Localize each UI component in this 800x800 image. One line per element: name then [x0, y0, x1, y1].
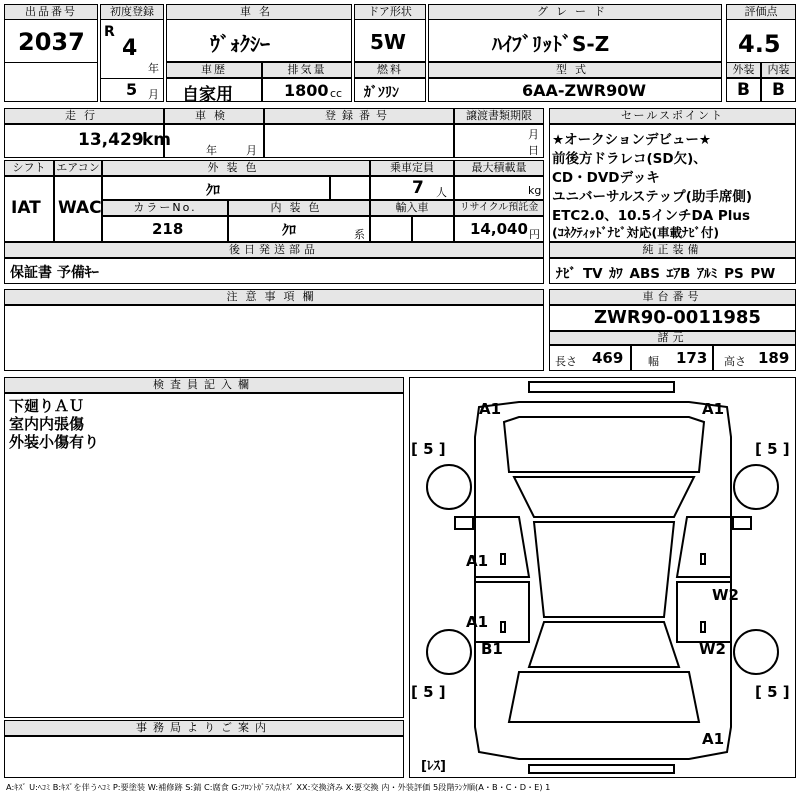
tire-rear-right: [ 5 ]: [755, 683, 790, 701]
max-load-unit: kg: [528, 184, 542, 197]
right-mirror: [733, 517, 751, 529]
color-no-label: カラーNo.: [102, 200, 228, 216]
shift-label: シフト: [4, 160, 54, 176]
max-load-label: 最大積載量: [454, 160, 544, 176]
reg-year: 4: [122, 36, 138, 61]
windshield: [514, 477, 694, 517]
sales-points-label: セールスポイント: [549, 108, 796, 124]
mileage-value: 13,429: [78, 130, 144, 150]
displacement-unit: cc: [330, 87, 343, 100]
door-label: ドア形状: [354, 4, 426, 20]
handle: [501, 622, 505, 632]
tire-front-left: [ 5 ]: [411, 440, 446, 458]
mark-front-right: A1: [702, 400, 725, 418]
aircon-value: WAC: [58, 198, 102, 218]
equipment-label: 純正装備: [549, 242, 796, 258]
equipment-value: ﾅﾋﾞ TV ｶﾜ ABS ｴｱB ｱﾙﾐ PS PW: [556, 266, 776, 282]
mark-left-door-front: A1: [466, 552, 489, 570]
mileage-label: 走行: [4, 108, 164, 124]
front-right-wheel: [734, 465, 778, 509]
sales-point-line: CD・DVDデッキ: [552, 170, 660, 186]
door-value: 5W: [370, 30, 406, 54]
mark-right-rear-wheel: W2: [699, 640, 726, 658]
body-outline: [475, 402, 731, 759]
left-mirror: [455, 517, 473, 529]
recycle-value: 14,040: [470, 220, 528, 238]
import-cell-2: [412, 216, 454, 242]
car-outline: [427, 382, 778, 773]
inspection-month-unit: 月: [246, 144, 257, 157]
recycle-unit: 円: [529, 228, 540, 241]
transfer-month-unit: 月: [528, 128, 539, 141]
import-cell: [370, 216, 412, 242]
recycle-label: リサイクル預託金: [454, 200, 544, 216]
inspection-year-unit: 年: [206, 144, 217, 157]
history-value: 自家用: [182, 85, 233, 105]
grade-value: ﾊｲﾌﾞﾘｯﾄﾞS-Z: [492, 32, 610, 56]
int-color-value: ｸﾛ: [282, 223, 296, 239]
inspector-line: 室内内張傷: [9, 415, 85, 433]
model-value: 6AA-ZWR90W: [522, 81, 647, 100]
transfer-label: 譲渡書類期限: [454, 108, 544, 124]
aircon-label: エアコン: [54, 160, 102, 176]
office-box: [4, 736, 404, 778]
rear-glass: [529, 622, 679, 667]
mark-right-rear-door: W2: [712, 586, 739, 604]
shift-value: IAT: [11, 198, 41, 218]
capacity-label: 乗車定員: [370, 160, 454, 176]
width-value: 173: [676, 349, 708, 367]
int-score: B: [772, 80, 785, 100]
width-label: 幅: [648, 355, 659, 368]
dims-label: 諸元: [549, 331, 796, 345]
ext-color-sub: [330, 176, 370, 200]
fuel-label: 燃料: [354, 62, 426, 78]
damage-diagram: [409, 377, 796, 778]
length-label: 長さ: [555, 355, 577, 368]
lot-number: 2037: [18, 28, 85, 56]
month-unit: 月: [148, 88, 159, 101]
ext-score-label: 外装: [726, 62, 761, 78]
car-name-label: 車名: [166, 4, 352, 20]
ext-score: B: [737, 80, 750, 100]
model-label: 型式: [428, 62, 722, 78]
transfer-day-unit: 日: [528, 144, 539, 157]
height-value: 189: [758, 349, 790, 367]
right-front-door: [677, 517, 731, 577]
fuel-value: ｶﾞｿﾘﾝ: [364, 85, 399, 101]
lot-label: 出品番号: [4, 4, 98, 20]
grade-label: グレード: [428, 4, 722, 20]
reg-month: 5: [126, 80, 138, 99]
roof: [534, 522, 674, 617]
chassis-label: 車台番号: [549, 289, 796, 305]
inspector-line: 外装小傷有り: [9, 433, 100, 451]
first-reg-label: 初度登録: [100, 4, 164, 20]
inspection-label: 車検: [164, 108, 264, 124]
lot-lower: [4, 62, 98, 102]
ext-color-label: 外装色: [102, 160, 370, 176]
displacement-label: 排気量: [262, 62, 352, 78]
sales-point-line: 前後方ドラレコ(SD欠)、: [552, 151, 707, 167]
ext-color-value: ｸﾛ: [206, 183, 220, 199]
later-parts-label: 後日発送部品: [4, 242, 544, 258]
int-color-cell: [228, 216, 370, 242]
tire-rear-left: [ 5 ]: [411, 683, 446, 701]
tire-front-right: [ 5 ]: [755, 440, 790, 458]
score-label: 評価点: [726, 4, 796, 20]
mileage-unit: km: [142, 130, 172, 150]
spare-tire: [ﾚｽ]: [421, 759, 446, 774]
displacement-value: 1800: [284, 81, 329, 100]
front-left-wheel: [427, 465, 471, 509]
sales-point-line: ETC2.0、10.5インチDA Plus: [552, 208, 751, 224]
later-parts-value: 保証書 予備ｷｰ: [10, 265, 99, 281]
int-color-label: 内装色: [228, 200, 370, 216]
rear-bumper: [529, 765, 674, 773]
tailgate: [509, 672, 699, 722]
inspector-label: 検査員記入欄: [4, 377, 404, 393]
sales-point-line: ★オークションデビュー★: [552, 132, 711, 148]
handle: [701, 554, 705, 564]
rear-left-wheel: [427, 630, 471, 674]
car-name: ｳﾞｫｸｼｰ: [210, 32, 270, 56]
notes-label: 注意事項欄: [4, 289, 544, 305]
handle: [501, 554, 505, 564]
inspector-line: 下廻りＡＵ: [9, 397, 85, 415]
notes-box: [4, 305, 544, 371]
rear-right-wheel: [734, 630, 778, 674]
capacity-value: 7: [412, 178, 424, 198]
year-unit: 年: [148, 62, 159, 75]
legend: A:ｷｽﾞ U:ﾍｺﾐ B:ｷｽﾞを伴うﾍｺﾐ P:要塗装 W:補修跡 S:錆 C:腐食 G:ﾌﾛﾝﾄｶﾞﾗｽ点ｷｽﾞ XX:交換済み X:要交換 内・外装評価 5段階ﾗﾝｸ順(A・B・C・D・E) 1: [6, 782, 551, 792]
chassis-value: ZWR90-0011985: [594, 307, 761, 328]
reg-no-cell: [264, 124, 454, 158]
mark-front-left: A1: [479, 400, 502, 418]
mark-rear-bumper: A1: [702, 730, 725, 748]
sales-point-line: ユニバーサルステップ(助手席側): [552, 189, 752, 205]
mark-left-rear-wheel: B1: [481, 640, 503, 658]
height-label: 高さ: [724, 355, 746, 368]
color-no-value: 218: [152, 220, 184, 238]
office-label: 事務局よりご案内: [4, 720, 404, 736]
capacity-unit: 人: [436, 186, 447, 199]
int-color-unit: 系: [354, 228, 365, 241]
era: R: [104, 24, 115, 40]
int-score-label: 内装: [761, 62, 796, 78]
mark-left-door-rear: A1: [466, 613, 489, 631]
sales-point-line: (ｺﾈｸﾃｨｯﾄﾞﾅﾋﾞ対応(車載ﾅﾋﾞ付): [552, 225, 720, 240]
hood: [504, 417, 704, 472]
history-label: 車歴: [166, 62, 262, 78]
front-bumper: [529, 382, 674, 392]
score-value: 4.5: [738, 30, 781, 58]
handle: [701, 622, 705, 632]
length-value: 469: [592, 349, 624, 367]
import-label: 輸入車: [370, 200, 454, 216]
reg-no-label: 登録番号: [264, 108, 454, 124]
